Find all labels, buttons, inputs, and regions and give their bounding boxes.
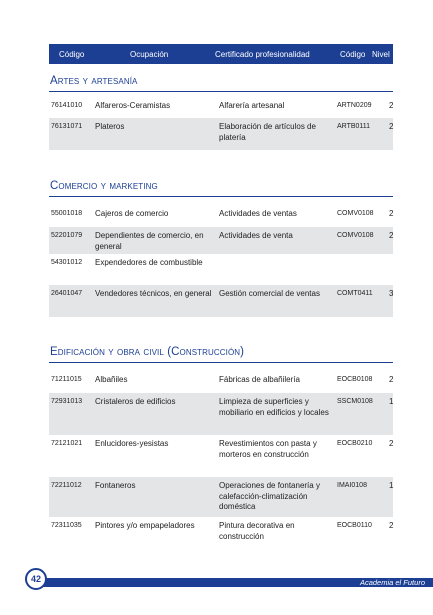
row-certificate: Actividades de venta [219, 231, 293, 240]
row-level: 2 [389, 231, 394, 240]
header-ocupacion: Ocupación [130, 50, 169, 59]
table-row [49, 227, 393, 254]
row-code: 71211015 [51, 376, 82, 383]
row-occupation: Pintores y/o empapeladores [95, 521, 195, 530]
row-occupation: Dependientes de comercio, en general [95, 231, 204, 251]
row-certificate: Revestimientos con pasta y morteros en construcción [219, 439, 317, 459]
row-occupation: Enlucidores-yesistas [95, 439, 169, 448]
row-level: 3 [389, 289, 394, 298]
row-code: 72211012 [51, 482, 82, 489]
row-certificate: Fábricas de albañilería [219, 375, 300, 384]
row-level: 2 [389, 439, 394, 448]
section-title: Comercio y marketing [50, 180, 158, 192]
row-level: 2 [389, 375, 394, 384]
row-cert-code: SSCM0108 [337, 398, 373, 405]
row-cert-code: EOCB0108 [337, 376, 373, 383]
row-certificate: Limpieza de superficies y mobiliario en edificios y locales [219, 397, 329, 417]
row-certificate: Operaciones de fontanería y calefacción-climatización doméstica [219, 481, 320, 511]
row-cert-code: COMV0108 [337, 210, 374, 217]
row-cert-code: COMV0108 [337, 232, 374, 239]
row-occupation: Vendedores técnicos, en general [95, 289, 212, 298]
table-row [49, 254, 393, 285]
row-occupation: Expendedores de combustible [95, 258, 203, 267]
row-certificate: Pintura decorativa en construcción [219, 521, 295, 541]
row-occupation: Cristaleros de edificios [95, 397, 176, 406]
row-certificate: Elaboración de artículos de platería [219, 122, 316, 142]
row-level: 1 [389, 397, 394, 406]
footer-brand: Academia el Futuro [359, 578, 425, 587]
table-row [49, 118, 393, 150]
row-occupation: Alfareros-Ceramistas [95, 101, 171, 110]
row-code: 76141010 [51, 102, 83, 109]
table-row [49, 97, 393, 118]
table-row [49, 393, 393, 435]
footer-bar [30, 578, 433, 587]
table-header [49, 44, 393, 64]
table-row [49, 205, 393, 227]
row-certificate: Actividades de ventas [219, 209, 297, 218]
row-code: 72931013 [51, 398, 83, 405]
row-code: 76131071 [51, 123, 83, 130]
row-level: 2 [389, 101, 394, 110]
row-certificate: Alfarería artesanal [219, 101, 285, 110]
table-row [49, 477, 393, 517]
row-level: 2 [389, 209, 394, 218]
row-cert-code: EOCB0210 [337, 440, 373, 447]
header-certificado: Certificado profesionalidad [215, 50, 310, 59]
section-title: Edificación y obra civil (Construcción) [50, 346, 245, 358]
table-row [49, 435, 393, 477]
row-code: 52201079 [51, 232, 83, 239]
table-row [49, 285, 393, 317]
row-occupation: Plateros [95, 122, 125, 131]
section-title: Artes y artesanía [50, 75, 138, 87]
row-code: 72121021 [51, 440, 83, 447]
row-level: 2 [389, 122, 394, 131]
row-code: 26401047 [51, 290, 83, 297]
page-number: 42 [25, 568, 47, 590]
row-certificate: Gestión comercial de ventas [219, 289, 320, 298]
section-divider [49, 362, 393, 363]
section-divider [49, 91, 393, 92]
row-code: 54301012 [51, 259, 83, 266]
header-codigo-cert: Código [340, 50, 366, 59]
row-level: 1 [389, 481, 394, 490]
header-codigo: Código [59, 50, 85, 59]
row-occupation: Fontaneros [95, 481, 136, 490]
row-cert-code: COMT0411 [337, 290, 373, 297]
row-cert-code: EOCB0110 [337, 522, 372, 529]
row-code: 72311035 [51, 522, 82, 529]
row-cert-code: ARTN0209 [337, 102, 372, 109]
row-occupation: Albañiles [95, 375, 128, 384]
row-cert-code: ARTB0111 [337, 123, 371, 130]
table-row [49, 517, 393, 549]
header-nivel: Nivel [372, 50, 390, 59]
row-occupation: Cajeros de comercio [95, 209, 169, 218]
section-divider [49, 196, 393, 197]
row-cert-code: IMAI0108 [337, 482, 367, 489]
row-code: 55001018 [51, 210, 83, 217]
row-level: 2 [389, 521, 394, 530]
table-row [49, 371, 393, 393]
